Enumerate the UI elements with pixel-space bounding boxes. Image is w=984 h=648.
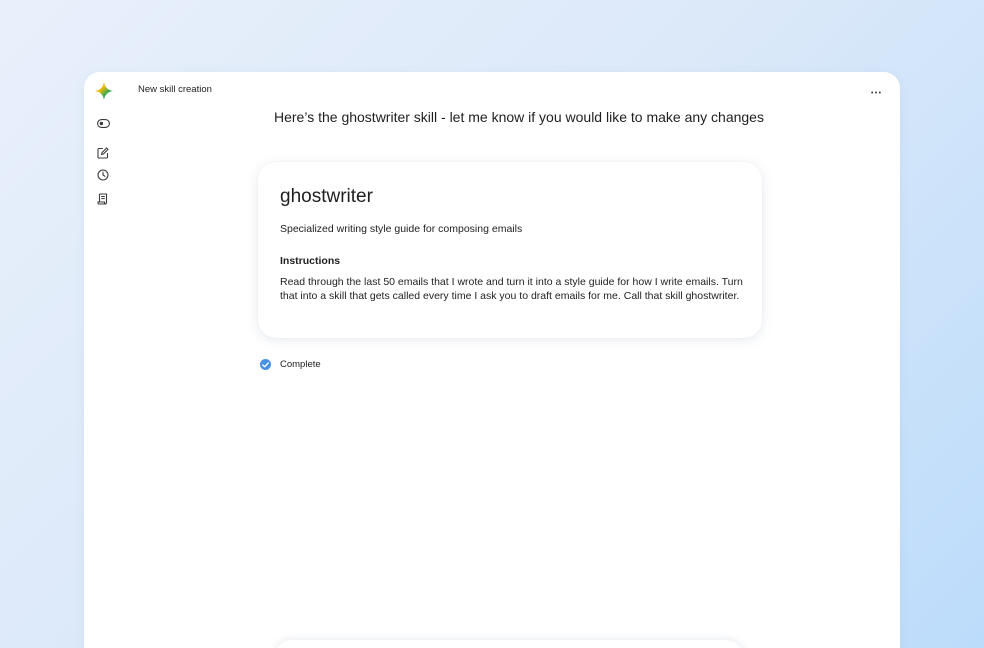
more-horizontal-icon: [871, 81, 881, 99]
more-options-button[interactable]: [866, 82, 886, 98]
status-indicator: [260, 359, 321, 370]
status-label: Complete: [280, 359, 321, 370]
new-chat-button[interactable]: [94, 146, 112, 164]
toggle-icon: [97, 115, 110, 133]
side-rail: [84, 72, 124, 648]
app-title: New skill creation: [138, 84, 212, 95]
document-icon: [97, 192, 109, 210]
assistant-message: Here’s the ghostwriter skill - let me know if you would like to make any changes: [274, 109, 764, 125]
history-button[interactable]: [94, 168, 112, 186]
clock-icon: [97, 168, 109, 186]
gemini-sparkle-icon: [95, 82, 113, 100]
instructions-heading: Instructions: [280, 255, 341, 267]
message-composer[interactable]: [274, 640, 744, 648]
skill-card[interactable]: [258, 162, 762, 338]
app-window: [84, 72, 900, 648]
instructions-text: Read through the last 50 emails that I wrote and turn it into a style guide for how I write emails. Turn that into a skill that gets called every time I ask you to draft emails for me. Call that skill ghostwriter.: [280, 276, 743, 302]
toggle-button[interactable]: [94, 115, 112, 133]
skill-name: ghostwriter: [280, 186, 373, 207]
skill-description: Specialized writing style guide for composing emails: [280, 223, 523, 235]
check-circle-icon: [260, 359, 271, 370]
edit-icon: [97, 146, 109, 164]
skills-button[interactable]: [94, 192, 112, 210]
